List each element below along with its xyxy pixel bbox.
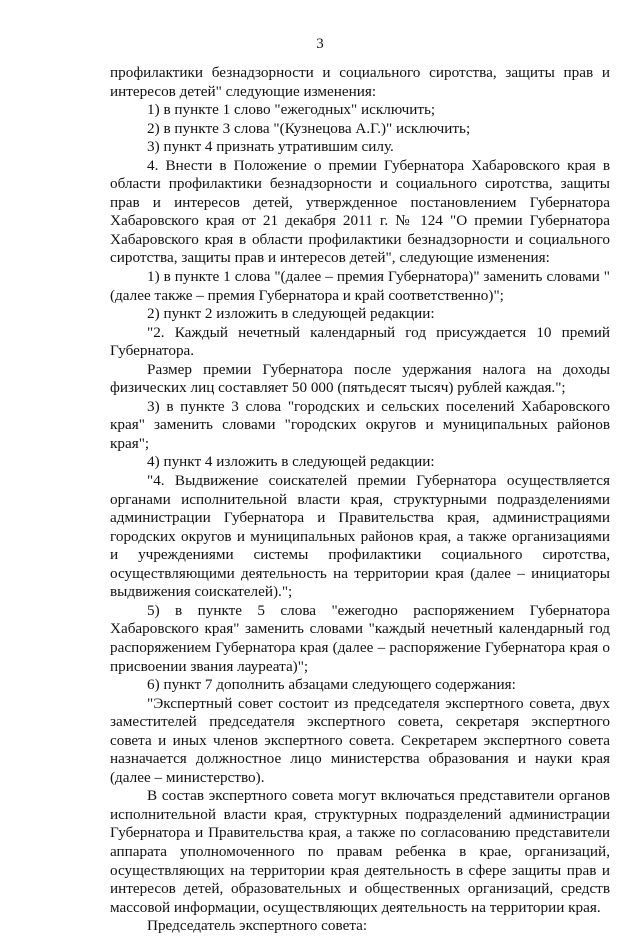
paragraph: Размер премии Губернатора после удержания налога на доходы физических лиц составляет 50 000 (пятьдесят тысяч) рублей каждая."; xyxy=(110,360,610,397)
paragraph: профилактики безнадзорности и социального сиротства, защиты прав и интересов детей" следующие изменения: xyxy=(110,64,610,100)
paragraph: "2. Каждый нечетный календарный год присуждается 10 премий Губернатора. xyxy=(110,323,610,360)
page-number: 3 xyxy=(316,36,324,52)
paragraph: 1) в пункте 1 слово "ежегодных" исключить; xyxy=(147,101,436,119)
paragraph: 2) пункт 2 изложить в следующей редакции: xyxy=(147,305,435,323)
paragraph: "Экспертный совет состоит из председателя экспертного совета, двух заместителей председателя экспертного совета, секретаря экспертного совета и иных членов экспертного совета. Секретарем экспертного совета назначается должностное лицо министерства образования и науки края (далее – министерство). xyxy=(110,694,610,786)
paragraph: 5) в пункте 5 слова "ежегодно распоряжением Губернатора Хабаровского края" заменить словами "каждый нечетный календарный год распоряжением Губернатора края (далее – распоряжение Губернатора края о присвоении звания лауреата)"; xyxy=(110,601,610,675)
paragraph: 2) в пункте 3 слова "(Кузнецова А.Г.)" исключить; xyxy=(147,119,471,137)
document-body xyxy=(110,64,610,936)
paragraph: 1) в пункте 1 слова "(далее – премия Губернатора)" заменить словами "(далее также – премия Губернатора и край соответственно)"; xyxy=(110,268,610,304)
paragraph: Председатель экспертного совета: xyxy=(147,917,368,935)
paragraph: "4. Выдвижение соискателей премии Губернатора осуществляется органами исполнительной власти края, структурными подразделениями администрации Губернатора и Правительства края, администрациями городских округов и муниципальных районов края, а также организациями и учреждениями системы профилактики социального сиротства, осуществляющими деятельность на территории края (далее – инициаторы выдвижения соискателей)."; xyxy=(110,472,610,601)
paragraph: 3) в пункте 3 слова "городских и сельских поселений Хабаровского края" заменить словами "городских округов и муниципальных районов края"; xyxy=(110,397,610,452)
paragraph: 6) пункт 7 дополнить абзацами следующего содержания: xyxy=(147,676,516,694)
paragraph: 4. Внести в Положение о премии Губернатора Хабаровского края в области профилактики безнадзорности и социального сиротства, защиты прав и интересов детей, утвержденное постановлением Губернатора Хабаровского края от 21 декабря 2011 г. № 124 "О премии Губернатора Хабаровского края в области профилактики безнадзорности и социального сиротства, защиты прав и интересов детей", следующие изменения: xyxy=(110,156,610,267)
paragraph: 4) пункт 4 изложить в следующей редакции: xyxy=(147,453,435,471)
paragraph: В состав экспертного совета могут включаться представители органов исполнительной власти края, структурных подразделений администрации Губернатора и Правительства края, а также по согласованию представители аппарата уполномоченного по правам ребенка в крае, организаций, осуществляющих на территории края деятельность в сфере защиты прав и интересов детей, образовательных и общественных организаций, средств массовой информации, осуществляющих деятельность на территории края. xyxy=(110,787,610,916)
paragraph: 3) пункт 4 признать утратившим силу. xyxy=(147,138,394,156)
